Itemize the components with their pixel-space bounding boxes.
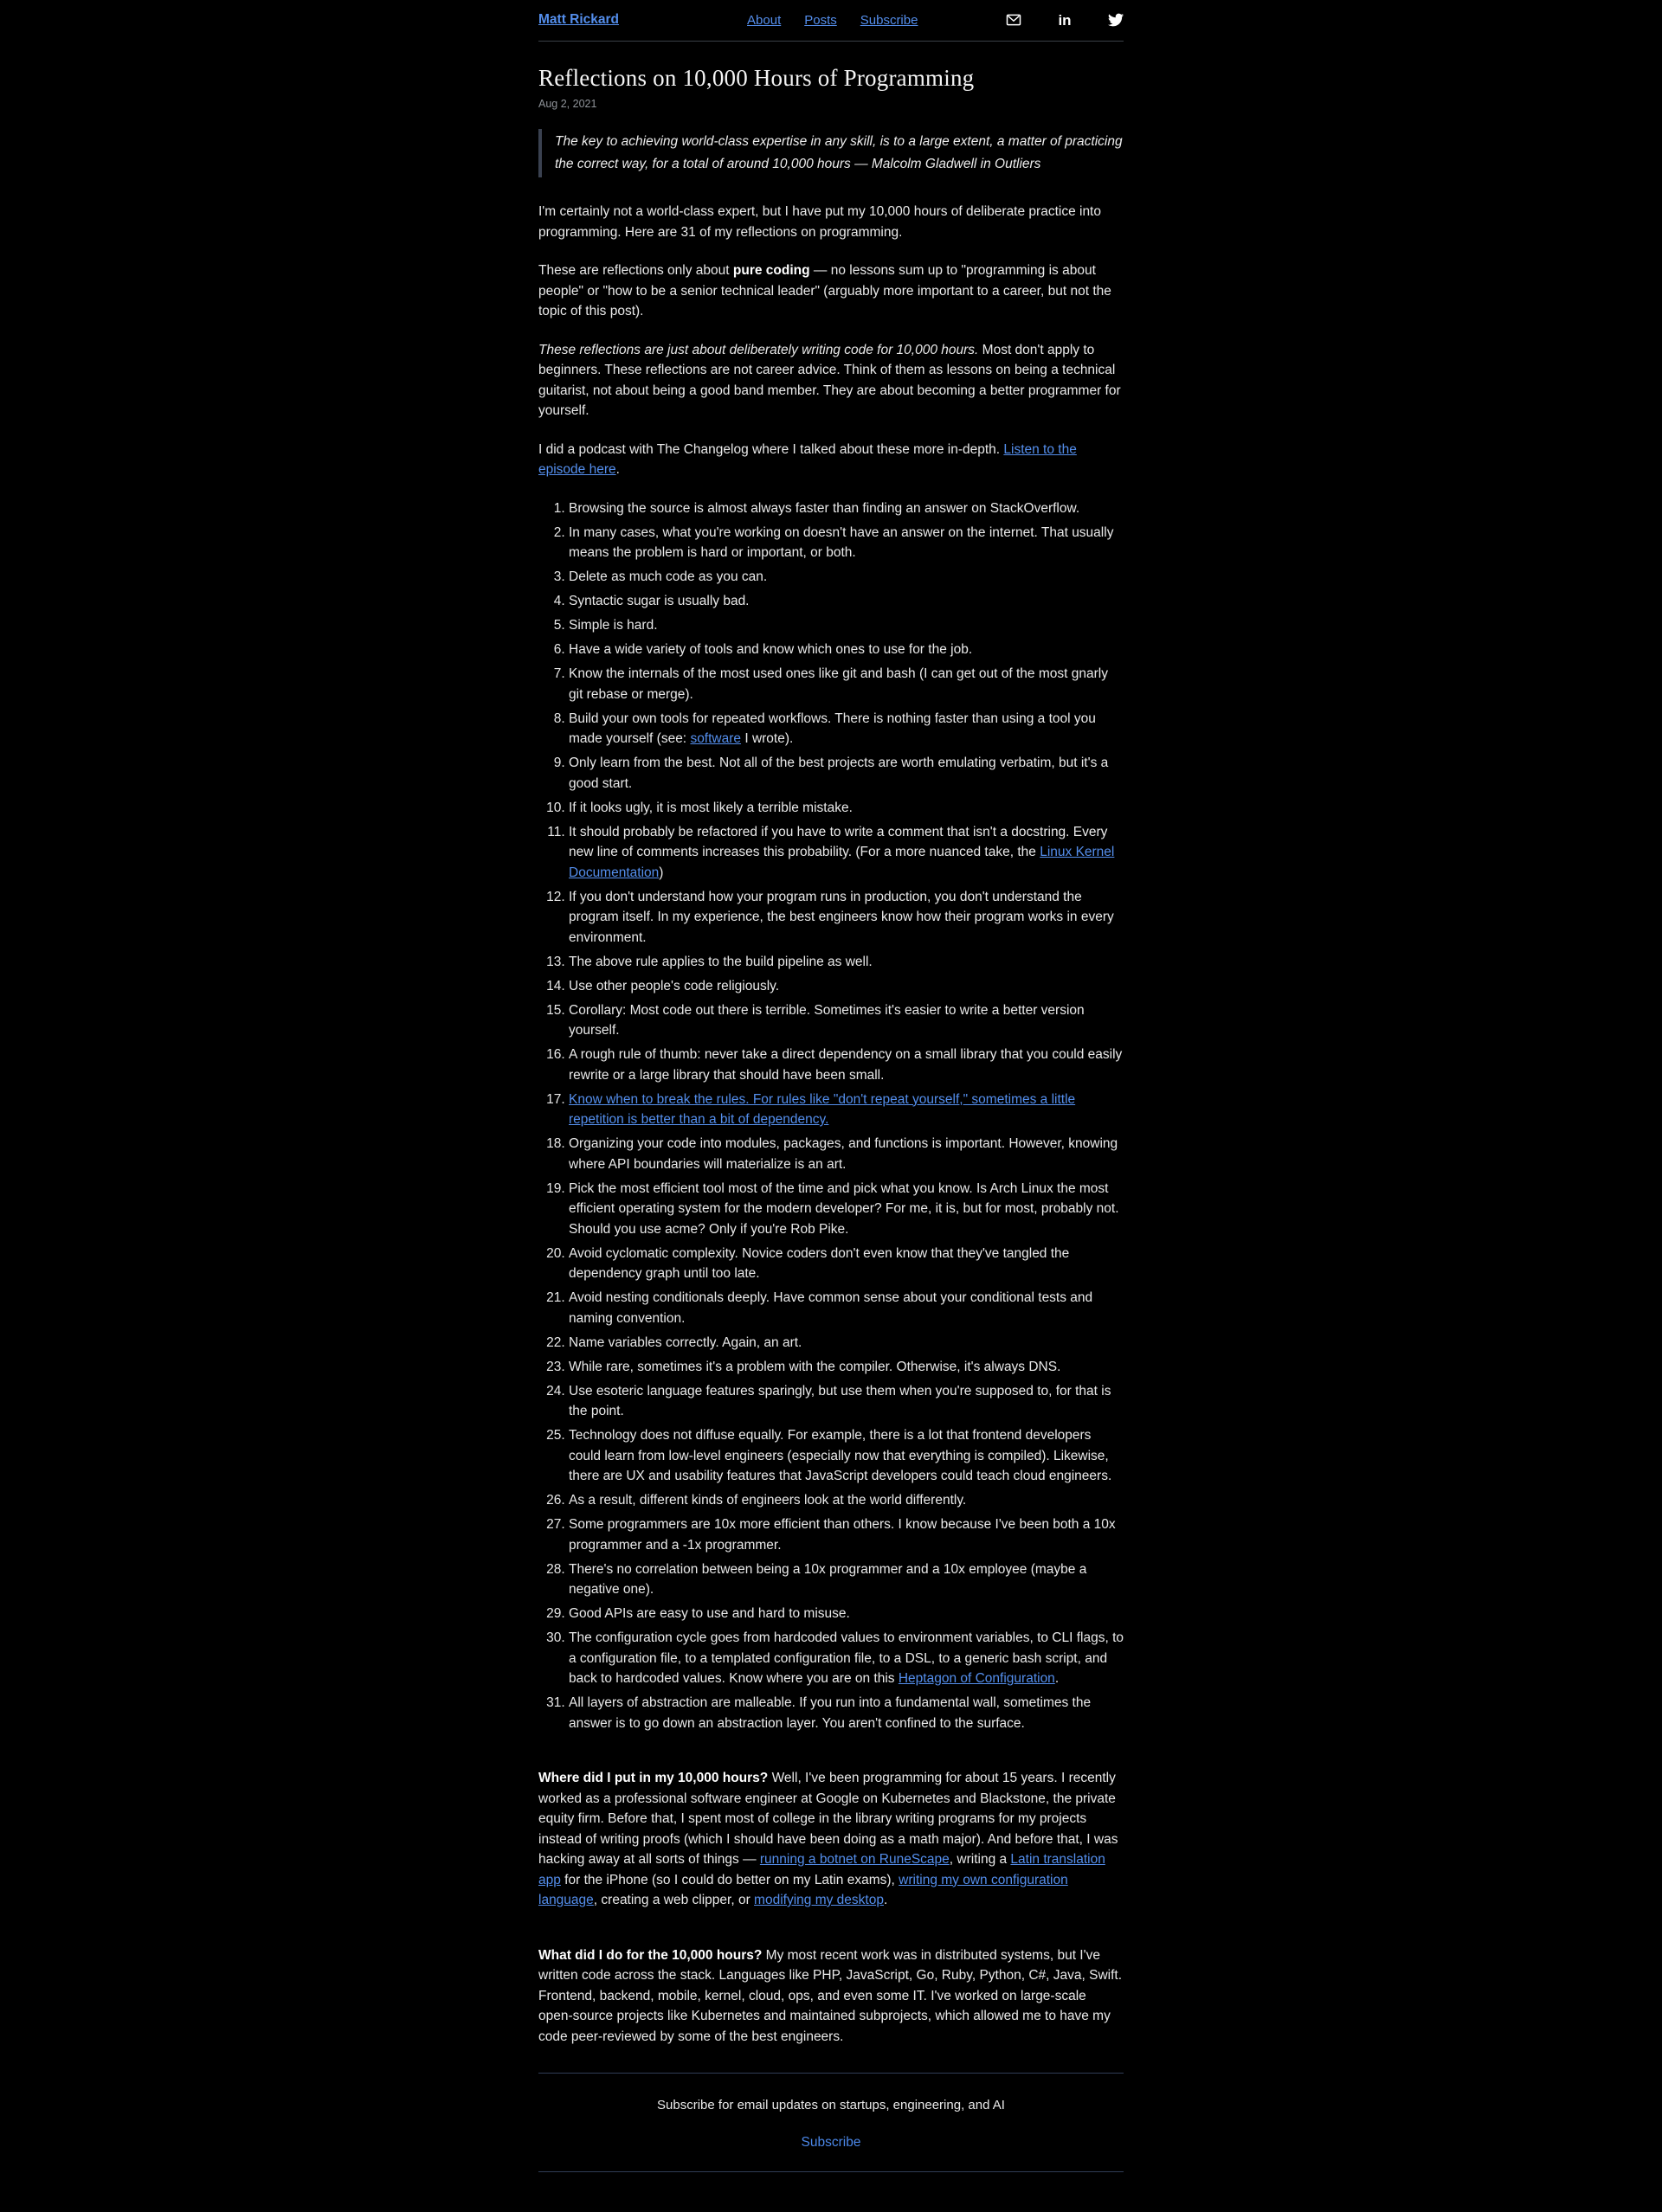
- article-body: [538, 129, 1124, 2047]
- bold-text: What did I do for the 10,000 hours?: [538, 1947, 763, 1963]
- list-item: 20. Avoid cyclomatic complexity. Novice coders don't even know that they've tangled the dependency graph until too late.: [569, 1244, 1124, 1284]
- list-item: 1. Browsing the source is almost always faster than finding an answer on StackOverflow.: [569, 498, 1124, 519]
- list-item: 13. The above rule applies to the build pipeline as well.: [569, 952, 1124, 973]
- list-item: 22. Name variables correctly. Again, an art.: [569, 1333, 1124, 1354]
- list-item: 27. Some programmers are 10x more efficient than others. I know because I've been both a 10x programmer and a -1x programmer.: [569, 1514, 1124, 1555]
- site-header: [538, 0, 1124, 42]
- bottom-divider: [538, 2171, 1124, 2183]
- inline-link[interactable]: Listen to the episode here: [538, 441, 1077, 477]
- article-paragraph: I did a podcast with The Changelog where I talked about these more in-depth. Listen to the episode here.: [538, 441, 1077, 477]
- list-item: 10. If it looks ugly, it is most likely a terrible mistake.: [569, 798, 1124, 819]
- inline-link[interactable]: Latin translation app: [538, 1852, 1105, 1887]
- inline-link[interactable]: Heptagon of Configuration: [898, 1671, 1055, 1686]
- list-item: 4. Syntactic sugar is usually bad.: [569, 591, 1124, 612]
- list-item: 9. Only learn from the best. Not all of the best projects are worth emulating verbatim, but it's a good start.: [569, 753, 1124, 794]
- article-paragraph: I'm certainly not a world-class expert, but I have put my 10,000 hours of deliberate practice into programming. Here are 31 of my reflections on programming.: [538, 204, 1101, 240]
- site-footer: [538, 2073, 1124, 2183]
- article-paragraph: What did I do for the 10,000 hours? My most recent work was in distributed systems, but I've written code across the stack. Languages like PHP, JavaScript, Go, Ruby, Python, C#, Java, Swift. Frontend, backend, mobile, kernel, cloud, ops, and even some IT. I've worked on large-scale open-source projects like Kubernetes and maintained subprojects, which allowed me to have my code peer-reviewed by some of the best engineers.: [538, 1947, 1123, 2044]
- list-item: 2. In many cases, what you're working on doesn't have an answer on the internet. That usually means the problem is hard or important, or both.: [569, 523, 1124, 563]
- list-item: 16. A rough rule of thumb: never take a direct dependency on a small library that you could easily rewrite or a large library that should have been small.: [569, 1045, 1124, 1085]
- inline-link[interactable]: Linux Kernel Documentation: [569, 845, 1115, 880]
- list-item: 3. Delete as much code as you can.: [569, 567, 1124, 588]
- list-item: 25. Technology does not diffuse equally. For example, there is a lot that frontend developers could learn from low-level engineers (especially now that everything is compiled). Likewise, there are UX and usability features that JavaScript developers could teach cloud engineers.: [569, 1425, 1124, 1487]
- nav-subscribe-link[interactable]: Subscribe: [860, 12, 918, 28]
- quote-block: The key to achieving world-class expertise in any skill, is to a large extent, a matter of practicing the correct way, for a total of around 10,000 hours — Malcolm Gladwell in Outliers: [538, 129, 1124, 177]
- list-item: 6. Have a wide variety of tools and know which ones to use for the job.: [569, 640, 1124, 660]
- nav-about-link[interactable]: About: [747, 12, 782, 28]
- list-item: 24. Use esoteric language features sparingly, but use them when you're supposed to, for that is the point.: [569, 1381, 1124, 1422]
- list-item: 30. The configuration cycle goes from hardcoded values to environment variables, to CLI flags, to a configuration file, to a templated configuration file, to a DSL, to a generic bash script, and back to hardcoded values. Know where you are on this Heptagon of Configuration.: [569, 1628, 1124, 1689]
- brand-link[interactable]: Matt Rickard: [538, 12, 620, 27]
- list-item: 21. Avoid nesting conditionals deeply. Have common sense about your conditional tests and naming convention.: [569, 1288, 1124, 1328]
- email-icon[interactable]: [1006, 12, 1021, 28]
- inline-link[interactable]: Know when to break the rules. For rules like "don't repeat yourself," sometimes a little repetition is better than a bit of dependency.: [569, 1091, 1076, 1127]
- bold-text: pure coding: [732, 263, 810, 278]
- publish-date: Aug 2, 2021: [538, 98, 597, 110]
- inline-link[interactable]: running a botnet on RuneScape: [759, 1852, 950, 1867]
- list-item: 31. All layers of abstraction are malleable. If you run into a fundamental wall, sometimes the answer is to go down an abstraction layer. You aren't confined to the surface.: [569, 1693, 1124, 1733]
- list-item: 23. While rare, sometimes it's a problem with the compiler. Otherwise, it's always DNS.: [569, 1357, 1124, 1378]
- list-item: 18. Organizing your code into modules, packages, and functions is important. However, knowing where API boundaries will materialize is an art.: [569, 1134, 1124, 1174]
- linkedin-icon[interactable]: [1057, 12, 1073, 28]
- footer-blurb: Subscribe for email updates on startups, engineering, and AI: [657, 2098, 1005, 2112]
- footer-subscribe-link[interactable]: Subscribe: [801, 2134, 861, 2150]
- article-paragraph: These are reflections only about pure coding — no lessons sum up to "programming is about people" or "how to be a senior technical leader" (arguably more important to a career, but not the topic of this post).: [538, 263, 1111, 318]
- inline-link[interactable]: modifying my desktop: [754, 1893, 884, 1907]
- inline-link[interactable]: writing my own configuration language: [538, 1872, 1068, 1907]
- bold-text: Where did I put in my 10,000 hours?: [538, 1771, 769, 1785]
- linkedin-glyph: in: [1058, 11, 1072, 29]
- list-item: 12. If you don't understand how your program runs in production, you don't understand the program itself. In my experience, the best engineers know how their program works in every environment.: [569, 887, 1124, 948]
- list-item: 11. It should probably be refactored if you have to write a comment that isn't a docstring. Every new line of comments increases this probability. (For a more nuanced take, the Linux Kernel Documentation): [569, 822, 1124, 884]
- reflections-list: [538, 498, 1124, 1734]
- list-item: 14. Use other people's code religiously.: [569, 976, 1124, 997]
- list-item: 15. Corollary: Most code out there is terrible. Sometimes it's easier to write a better version yourself.: [569, 1000, 1124, 1041]
- nav-posts-link[interactable]: Posts: [804, 12, 837, 28]
- header-nav: [747, 13, 918, 28]
- list-item: [569, 1090, 1124, 1130]
- inline-link[interactable]: software: [690, 731, 742, 746]
- list-item: 19. Pick the most efficient tool most of the time and pick what you know. Is Arch Linux the most efficient operating system for the modern developer? For me, it is, but for most, probably not. Should you use acme? Only if you're Rob Pike.: [569, 1179, 1124, 1240]
- social-icons: [1006, 12, 1124, 28]
- list-item: 8. Build your own tools for repeated workflows. There is nothing faster than using a tool you made yourself (see: software I wrote).: [569, 709, 1124, 749]
- list-item: 26. As a result, different kinds of engineers look at the world differently.: [569, 1490, 1124, 1511]
- article-paragraph: Where did I put in my 10,000 hours? Well, I've been programming for about 15 years. I recently worked as a professional software engineer at Google on Kubernetes and Blackstone, the private equity firm. Before that, I spent most of college in the library writing programs for my projects instead of writing proofs (which I should have been doing as a math major). And before that, I was hacking away at all sorts of things — running a botnet on RuneScape, writing a Latin translation app for the iPhone (so I could do better on my Latin exams), writing my own configuration language, creating a web clipper, or modifying my desktop.: [538, 1771, 1118, 1907]
- italic-text: These reflections are just about deliberately writing code for 10,000 hours.: [538, 342, 979, 357]
- list-item: 28. There's no correlation between being a 10x programmer and a 10x employee (maybe a negative one).: [569, 1559, 1124, 1600]
- article-paragraph: These reflections are just about deliberately writing code for 10,000 hours. Most don't apply to beginners. These reflections are not career advice. Think of them as lessons on being a technical guitarist, not about being a good band member. They are about becoming a better programmer for yourself.: [538, 342, 1121, 418]
- list-item: 5. Simple is hard.: [569, 615, 1124, 636]
- page-title: Reflections on 10,000 Hours of Programming: [538, 65, 975, 91]
- article: [538, 65, 1124, 2047]
- list-item: 7. Know the internals of the most used ones like git and bash (I can get out of the most gnarly git rebase or merge).: [569, 664, 1124, 704]
- page-container: [538, 0, 1124, 2183]
- list-item: 29. Good APIs are easy to use and hard to misuse.: [569, 1604, 1124, 1624]
- twitter-icon[interactable]: [1108, 12, 1124, 28]
